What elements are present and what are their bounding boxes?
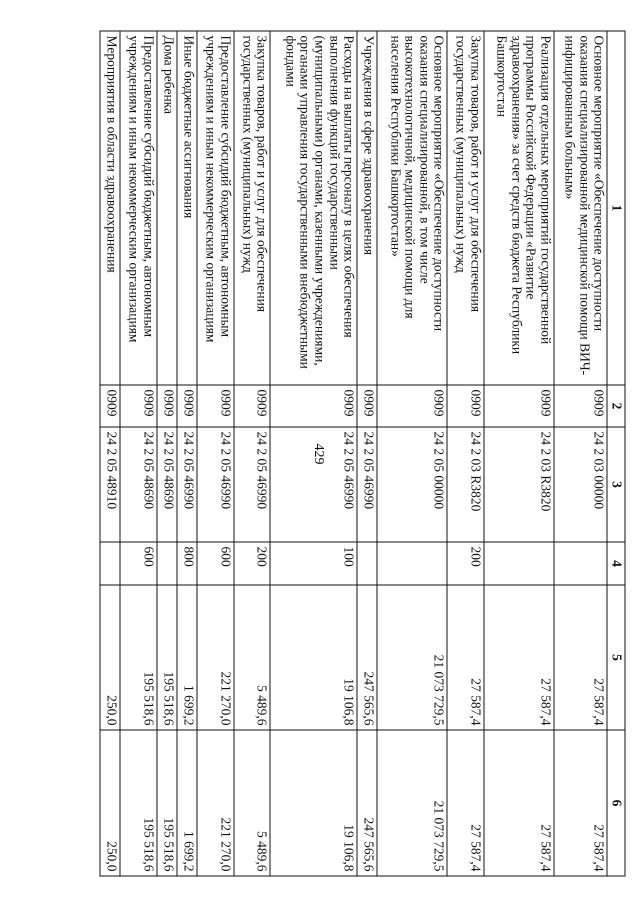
row-type: 600 [197,542,234,585]
table-body [100,31,607,876]
row-amount-5: 221 270,0 [197,585,234,730]
row-section: 0909 [100,385,120,427]
row-amount-6: 221 270,0 [197,730,234,876]
row-name: Иные бюджетные ассигнования [177,31,197,385]
header-column-4: 4 [607,542,625,585]
row-section: 0909 [120,385,157,427]
row-amount-5: 19 106,8 [271,585,358,730]
header-column-2: 2 [607,385,625,427]
row-name: Дома ребенка [157,31,177,385]
table-row [357,31,377,876]
row-amount-6: 5 489,6 [234,730,271,876]
row-amount-6: 195 518,6 [157,730,177,876]
header-column-1: 1 [607,31,625,385]
row-target: 24 2 05 46990 [177,427,197,542]
row-section: 0909 [157,385,177,427]
row-type: 600 [120,542,157,585]
row-target: 24 2 05 00000 [377,427,447,542]
table-row [234,31,271,876]
row-type: 200 [447,542,484,585]
header-row [607,31,625,876]
row-name: Учреждения в сфере здравоохранения [357,31,377,385]
row-amount-5: 21 073 729,5 [377,585,447,730]
row-amount-6: 1 699,2 [177,730,197,876]
row-section: 0909 [177,385,197,427]
row-section: 0909 [554,385,607,427]
table-row [554,31,607,876]
row-target: 24 2 03 R3820 [484,427,554,542]
row-amount-5: 5 489,6 [234,585,271,730]
row-section: 0909 [377,385,447,427]
row-type [100,542,120,585]
budget-table [100,31,626,877]
table-row [271,31,358,876]
row-amount-5: 1 699,2 [177,585,197,730]
row-name: Расходы на выплаты персоналу в целях обеспечения выполнения функций государственными (муниципальными) органами, казенными учреждениями, органами управления государственными внебюджетными фондами [271,31,358,385]
page-number: 429 [311,443,326,465]
row-target: 24 2 05 46990 [271,427,358,542]
row-amount-6: 21 073 729,5 [377,730,447,876]
row-amount-5: 195 518,6 [120,585,157,730]
row-amount-6: 27 587,4 [447,730,484,876]
row-name: Предоставление субсидий бюджетным, автономным учреждениям и иным некоммерческим организациям [197,31,234,385]
row-type [554,542,607,585]
rotated-budget-table-page [100,31,626,876]
row-target: 24 2 05 48910 [100,427,120,542]
row-amount-6: 27 587,4 [554,730,607,876]
table-row [377,31,447,876]
table-header [607,31,625,876]
table-row [100,31,120,876]
row-type [377,542,447,585]
row-amount-5: 250,0 [100,585,120,730]
header-column-5: 5 [607,585,625,730]
row-section: 0909 [357,385,377,427]
row-target: 24 2 05 46990 [357,427,377,542]
header-column-3: 3 [607,427,625,542]
row-amount-6: 19 106,8 [271,730,358,876]
row-target: 24 2 03 00000 [554,427,607,542]
row-section: 0909 [447,385,484,427]
row-type [157,542,177,585]
row-type [484,542,554,585]
row-name: Предоставление субсидий бюджетным, автономным учреждениям и иным некоммерческим организациям [120,31,157,385]
row-amount-5: 27 587,4 [484,585,554,730]
row-section: 0909 [484,385,554,427]
row-section: 0909 [271,385,358,427]
table-row [157,31,177,876]
row-name: Закупка товаров, работ и услуг для обеспечения государственных (муниципальных) нужд [234,31,271,385]
row-amount-5: 27 587,4 [554,585,607,730]
table-row [120,31,157,876]
row-name: Основное мероприятие «Обеспечение доступности оказания специализированной, в том числе высокотехнологичной, медицинской помощи для населения Республики Башкортостан» [377,31,447,385]
row-amount-5: 247 565,6 [357,585,377,730]
row-target: 24 2 05 46990 [234,427,271,542]
row-type: 800 [177,542,197,585]
row-amount-6: 27 587,4 [484,730,554,876]
row-name: Основное мероприятие «Обеспечение доступности оказания специализированной медицинской помощи ВИЧ-инфицированным больным» [554,31,607,385]
table-row [197,31,234,876]
row-target: 24 2 05 46990 [197,427,234,542]
row-name: Закупка товаров, работ и услуг для обеспечения государственных (муниципальных) нужд [447,31,484,385]
row-name: Реализация отдельных мероприятий государственной программы Российской Федерации «Развитие здравоохранения» за счет средств бюджета Республики Башкортостан [484,31,554,385]
table-row [177,31,197,876]
row-target: 24 2 03 R3820 [447,427,484,542]
table-row [484,31,554,876]
row-name: Мероприятия в области здравоохранения [100,31,120,385]
header-column-6: 6 [607,730,625,876]
row-type: 200 [234,542,271,585]
row-type: 100 [271,542,358,585]
row-amount-6: 195 518,6 [120,730,157,876]
row-section: 0909 [234,385,271,427]
row-target: 24 2 05 48690 [157,427,177,542]
row-type [357,542,377,585]
row-amount-5: 27 587,4 [447,585,484,730]
row-amount-5: 195 518,6 [157,585,177,730]
row-target: 24 2 05 48690 [120,427,157,542]
row-section: 0909 [197,385,234,427]
row-amount-6: 250,0 [100,730,120,876]
table-row [447,31,484,876]
row-amount-6: 247 565,6 [357,730,377,876]
